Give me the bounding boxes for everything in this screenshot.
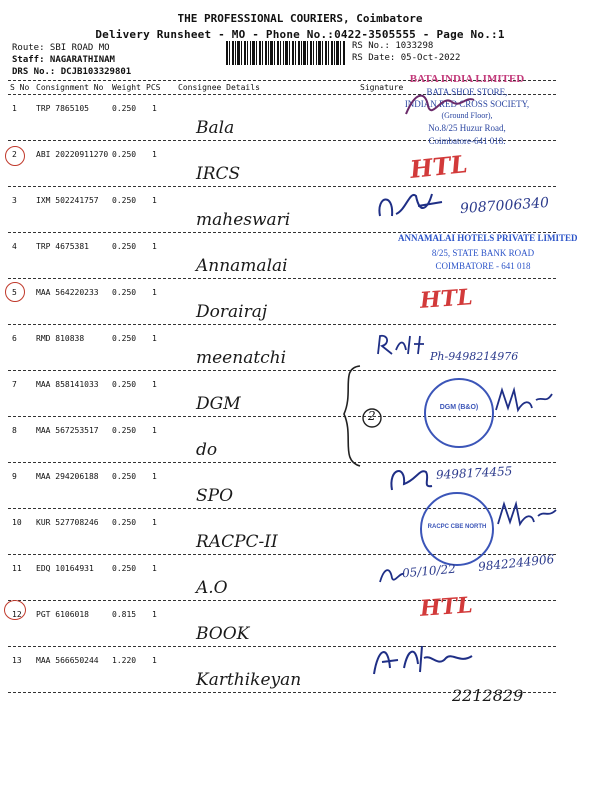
annamalai-stamp-line1: ANNAMALAI HOTELS PRIVATE LIMITED <box>398 233 578 243</box>
row-pcs: 1 <box>152 334 157 343</box>
bracket-count: 2 <box>368 409 376 423</box>
row3-signature <box>372 186 452 228</box>
row-weight: 0.250 <box>112 334 137 343</box>
row-consignee-handwritten: DGM <box>196 394 241 414</box>
row-consignment: MAA 564220233 <box>36 288 99 297</box>
annamalai-stamp-line2: 8/25, STATE BANK ROAD <box>431 248 535 258</box>
row11-phone: 9842244906 <box>477 552 555 574</box>
row-consignment: TRP 4675381 <box>36 242 89 251</box>
row-consignee-handwritten: BOOK <box>196 624 250 644</box>
row-sno: 12 <box>12 610 22 619</box>
route-label: Route: SBI ROAD MO <box>12 43 110 53</box>
row-consignment: RMD 810838 <box>36 334 85 343</box>
row-pcs: 1 <box>152 472 157 481</box>
row-separator <box>8 462 556 463</box>
row-pcs: 1 <box>152 288 157 297</box>
racpc-seal-text: RACPC CBE NORTH <box>427 524 487 530</box>
row-consignment: ABI 20220911270 <box>36 150 109 159</box>
row-pcs: 1 <box>152 242 157 251</box>
bottom-number: 2212829 <box>452 686 524 705</box>
htl-note-row12: HTL <box>419 592 474 622</box>
row-consignment: MAA 858141033 <box>36 380 99 389</box>
row-sno: 3 <box>12 196 17 205</box>
page-subtitle: Delivery Runsheet - MO - Phone No.:0422-3505555 - Page No.:1 <box>95 28 505 41</box>
row-consignee-handwritten: Bala <box>196 118 235 138</box>
dgm-seal-text: DGM (B&O) <box>439 404 479 411</box>
annamalai-stamp-line3: COIMBATORE - 641 018 <box>435 261 531 271</box>
row-pcs: 1 <box>152 426 157 435</box>
row-sno: 7 <box>12 380 17 389</box>
drs-label: DRS No.: DCJB103329801 <box>12 67 132 77</box>
row-sno: 8 <box>12 426 17 435</box>
htl-note-row5: HTL <box>419 284 474 314</box>
bata-stamp-line3: INDIAN RED CROSS SOCIETY, <box>404 99 530 109</box>
col-consignee: Consignee Details <box>178 83 260 92</box>
bata-signature <box>400 84 480 124</box>
rs-date: RS Date: 05-Oct-2022 <box>352 53 461 63</box>
row-weight: 0.250 <box>112 472 137 481</box>
row-sno: 11 <box>12 564 22 573</box>
row-sno: 10 <box>12 518 22 527</box>
row-consignment: TRP 7865105 <box>36 104 89 113</box>
row-sno: 13 <box>12 656 22 665</box>
row-weight: 1.220 <box>112 656 137 665</box>
row-separator <box>8 600 556 601</box>
row-consignment: MAA 294206188 <box>36 472 99 481</box>
row9-signature <box>386 460 436 494</box>
row-pcs: 1 <box>152 196 157 205</box>
row-sno: 5 <box>12 288 17 297</box>
row-circle-12 <box>4 600 26 620</box>
row-consignment: EDQ 10164931 <box>36 564 94 573</box>
row-sno: 1 <box>12 104 17 113</box>
bata-stamp-line1: BATA INDIA LIMITED <box>409 73 525 85</box>
row-consignment: MAA 567253517 <box>36 426 99 435</box>
row-weight: 0.250 <box>112 518 137 527</box>
row13-signature <box>368 638 478 682</box>
row-consignment: MAA 566650244 <box>36 656 99 665</box>
page-title: THE PROFESSIONAL COURIERS, Coimbatore <box>177 12 423 25</box>
row-consignment: IXM 502241757 <box>36 196 99 205</box>
racpc-seal <box>420 492 494 566</box>
row-weight: 0.815 <box>112 610 137 619</box>
bata-stamp-line6: Coimbatore-641 018. <box>428 136 506 146</box>
row-weight: 0.250 <box>112 288 137 297</box>
col-weight: Weight <box>112 83 141 92</box>
row-pcs: 1 <box>152 564 157 573</box>
row-consignee-handwritten: meenatchi <box>196 348 287 368</box>
row-consignee-handwritten: SPO <box>196 486 234 506</box>
row-sno: 6 <box>12 334 17 343</box>
row-consignment: KUR 527708246 <box>36 518 99 527</box>
row-circle-5 <box>5 282 25 302</box>
row-sno: 2 <box>12 150 17 159</box>
bata-stamp-line5: No.8/25 Huzur Road, <box>428 123 506 133</box>
bata-stamp-line4: (Ground Floor), <box>441 111 493 120</box>
row-consignee-handwritten: RACPC-II <box>196 532 278 552</box>
col-signature: Signature <box>360 83 404 92</box>
row-consignment: PGT 6106018 <box>36 610 89 619</box>
col-consignment: Consignment No <box>36 83 104 92</box>
row3-phone: 9087006340 <box>459 194 550 218</box>
row-separator <box>8 278 556 279</box>
row7-signature <box>492 382 562 418</box>
row-weight: 0.250 <box>112 196 137 205</box>
row-weight: 0.250 <box>112 150 137 159</box>
col-sno: S No <box>10 83 30 92</box>
dgm-seal <box>424 378 494 448</box>
row-pcs: 1 <box>152 518 157 527</box>
row9-phone: 9498174455 <box>435 464 513 482</box>
row-consignee-handwritten: Karthikeyan <box>196 670 302 690</box>
bata-stamp-line2: BATA SHOE STORE, <box>426 87 508 97</box>
staff-label: Staff: NAGARATHINAM <box>12 55 115 65</box>
htl-note-row2: HTL <box>408 149 469 184</box>
row-weight: 0.250 <box>112 380 137 389</box>
row-weight: 0.250 <box>112 104 137 113</box>
row-pcs: 1 <box>152 150 157 159</box>
row-pcs: 1 <box>152 656 157 665</box>
bracket-mark <box>330 362 390 472</box>
row-consignee-handwritten: do <box>196 440 218 460</box>
row10-signature <box>494 496 560 530</box>
row-consignee-handwritten: IRCS <box>196 164 241 184</box>
row-weight: 0.250 <box>112 426 137 435</box>
row-weight: 0.250 <box>112 242 137 251</box>
row-consignee-handwritten: Dorairaj <box>196 302 268 322</box>
col-pcs: PCS <box>146 83 161 92</box>
row-consignee-handwritten: Annamalai <box>196 256 288 276</box>
row-separator <box>8 324 556 325</box>
row-consignee-handwritten: A.O <box>196 578 228 598</box>
row-sno: 4 <box>12 242 17 251</box>
row-separator <box>8 370 556 371</box>
row-pcs: 1 <box>152 104 157 113</box>
row-circle-2 <box>5 146 25 166</box>
row-pcs: 1 <box>152 610 157 619</box>
row-separator <box>8 186 556 187</box>
barcode <box>226 41 346 65</box>
row11-date: 05/10/22 <box>401 561 457 581</box>
row-sno: 9 <box>12 472 17 481</box>
row-pcs: 1 <box>152 380 157 389</box>
row-consignee-handwritten: maheswari <box>196 210 291 230</box>
row6-phone: Ph-9498214976 <box>430 350 519 363</box>
row-weight: 0.250 <box>112 564 137 573</box>
rs-number: RS No.: 1033298 <box>352 41 434 51</box>
row6-signature <box>374 330 434 360</box>
